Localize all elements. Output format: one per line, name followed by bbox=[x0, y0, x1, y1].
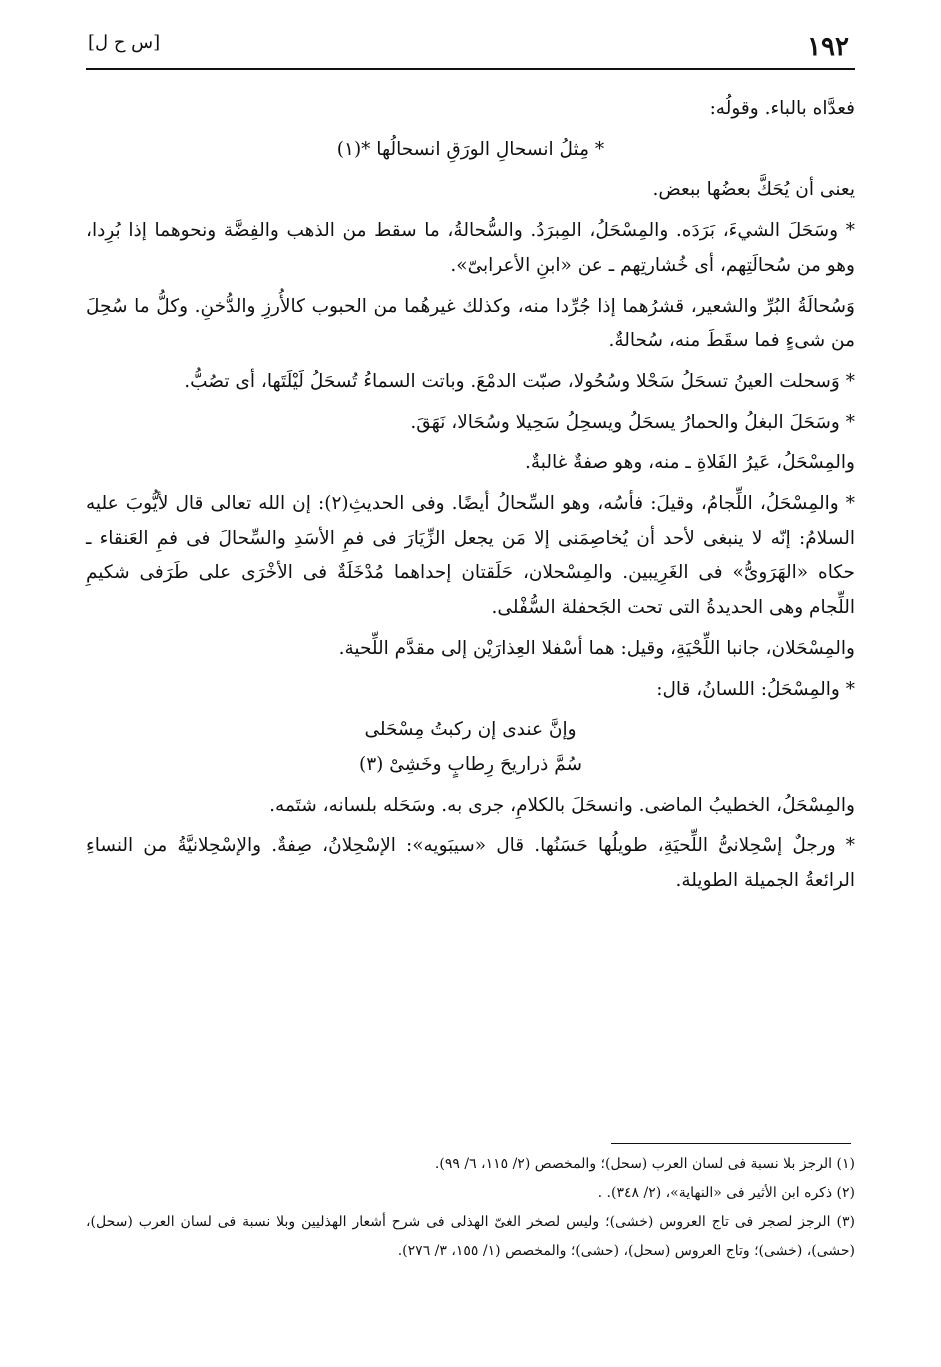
paragraph: * وسَحَلَ الشيءَ، بَرَدَه. والمِسْحَلُ، المِبرَدُ. والسُّحالةُ، ما سقط من الذهب والفِضَّة ونحوهما إذا بُرِدا، وهو من سُحالَتِهم، أى خُشارتِهم ـ عن «ابنِ الأعرابىّ». bbox=[86, 220, 855, 276]
header-rule bbox=[86, 68, 855, 70]
paragraph: فعدَّاه بالباء. وقولُه: bbox=[709, 98, 855, 119]
verse-line: وإنَّ عندى إن ركبتُ مِسْحَلى bbox=[364, 719, 577, 741]
paragraph: * ورجلٌ إسْحِلانىُّ اللِّحيَةِ، طويلُها حَسَنُها. قال «سيبَويه»: الإسْحِلانُ، صِفةٌ. والإسْحِلانيَّةُ من النساءِ الرائعةُ الجميلة الطويلة. bbox=[86, 835, 855, 892]
paragraph: والمِسْحَلُ، عَيرُ الفَلاةِ ـ منه، وهو صفةٌ غالبةٌ. bbox=[524, 452, 855, 474]
footnote-rule bbox=[611, 1143, 851, 1144]
footnotes bbox=[86, 1150, 855, 1266]
paragraph: والمِسْحَلان، جانبا اللِّحْيَةِ، وقيل: هما أسْفلا العِذارَيْن إلى مقدَّم اللِّحية. bbox=[338, 637, 855, 659]
verse-line: * مِثلُ انسحالِ الورَقِ انسحالُها *(١) bbox=[336, 138, 605, 160]
paragraph: * والمِسْحَلُ: اللسانُ، قال: bbox=[656, 678, 855, 700]
paragraph: * وَسحلت العينُ تسحَلُ سَحْلا وسُحُولا، صبّت الدمْعَ. وباتت السماءُ تُسحَلُ لَيْلَتَها، أى تصُبُّ. bbox=[184, 370, 855, 392]
paragraph: والمِسْحَلُ، الخطيبُ الماضى. وانسحَلَ بالكلامِ، جرى به. وسَحَله بلسانه، شتَمه. bbox=[269, 794, 855, 816]
footnote: (١) الرجز بلا نسبة فى لسان العرب (سحل)؛ والمخصص (٢/ ١١٥، ٦/ ٩٩). bbox=[434, 1156, 855, 1172]
paragraph: وَسُحالَةُ البُرِّ والشعير، قشرُهما إذا جُرِّدا منه، وكذلك غيرهُما من الحبوب كالأُرزِ والدُّخنِ. وكلُّ ما سُحِلَ من شىءٍ فما سقَطَ منه، سُحالةٌ. bbox=[86, 295, 855, 352]
paragraph: * وسَحَلَ البغلُ والحمارُ يسحَلُ ويسحِلُ سَحِيلا وسُحَالا، نَهَقَ. bbox=[410, 411, 855, 433]
paragraph: يعنى أن يُحَكَّ بعضُها ببعض. bbox=[652, 179, 855, 201]
page-number: ١٩٢ bbox=[807, 32, 849, 62]
footnote: (٣) الرجز لصجر فى تاج العروس (خشى)؛ وليس لصخر الغىّ الهذلى فى شرح أشعار الهذليين وبلا نسبة فى لسان العرب (سحل)، (حشى)، (خشى)؛ وتاج العروس (سحل)، (حشى)؛ والمخصص (١/ ١٥٥، ٣/ ٢٧٦). bbox=[86, 1214, 855, 1259]
verse-line: سُمَّ ذراريحَ رِطابٍ وخَشِىْ (٣) bbox=[358, 753, 583, 775]
root-label: [س ح ل] bbox=[88, 32, 161, 53]
main-text bbox=[86, 92, 855, 905]
footnote: (٢) ذكره ابن الأثير فى «النهاية»، (٢/ ٣٤٨). . bbox=[597, 1185, 855, 1201]
paragraph: * والمِسْحَلُ، اللِّجامُ، وقيلَ: فأسُه، وهو السِّحالُ أيضًا. وفى الحديثِ(٢): إن الله تعالى قال لأيُّوبَ عليه السلامُ: إنّه لا ينبغى لأحد أن يُخاصِمَنى إلا مَن يجعل الزِّيَارَ فى فمِ الأسَدِ والسِّحالَ فى فمِ العَنقاء ـ حكاه «الهَرَوىُّ» فى الغَرِيبين. والمِسْحلان، حَلَقتان إحداهما مُدْخَلَةٌ فى الأخْرَى على طَرَفى شكيمِ اللِّجام وهى الحديدةُ التى تحت الجَحفلة السُّفْلى. bbox=[86, 493, 855, 619]
